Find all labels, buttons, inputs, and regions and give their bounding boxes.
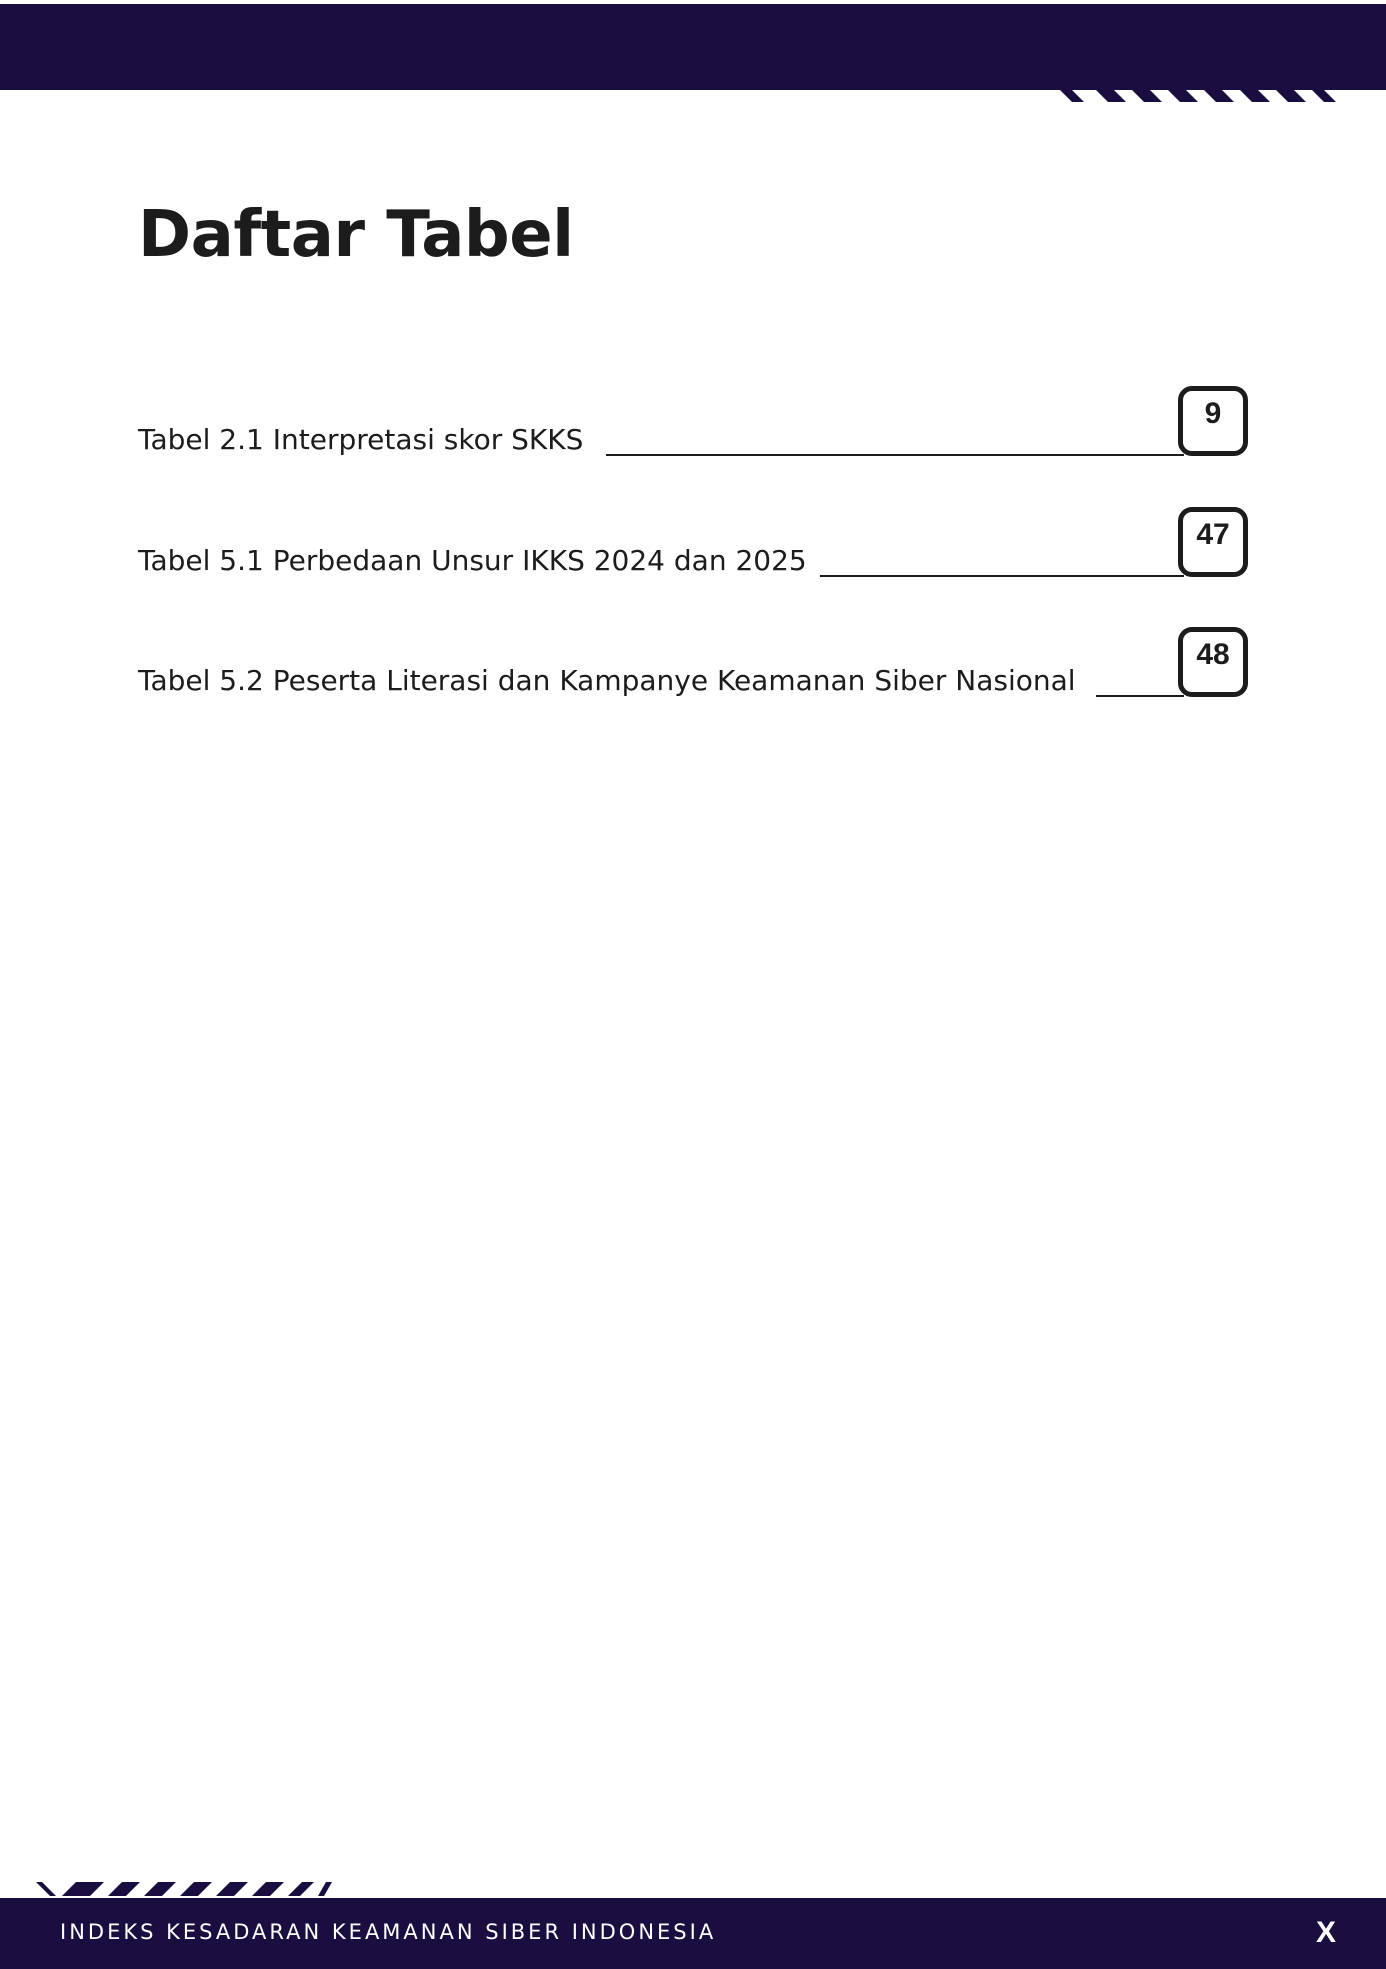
toc-leader-line — [606, 454, 1184, 456]
toc-entry-label: Tabel 2.1 Interpretasi skor SKKS — [138, 423, 584, 456]
toc-page-badge: 47 — [1178, 507, 1248, 577]
header-band — [0, 4, 1386, 90]
footer-title: INDEKS KESADARAN KEAMANAN SIBER INDONESIA — [60, 1920, 717, 1944]
page-title: Daftar Tabel — [138, 198, 574, 272]
toc-leader-line — [1096, 695, 1184, 697]
footer-page-number: X — [1315, 1916, 1336, 1949]
footer-band — [0, 1898, 1386, 1969]
header-stripes-decoration — [1058, 88, 1358, 102]
toc-page-badge: 9 — [1178, 386, 1248, 456]
toc-entry[interactable] — [138, 617, 1248, 697]
toc-entry[interactable] — [138, 497, 1248, 577]
toc-entry-label: Tabel 5.2 Peserta Literasi dan Kampanye Keamanan Siber Nasional — [138, 664, 1076, 697]
footer-stripes-decoration — [36, 1882, 336, 1896]
toc-entry[interactable] — [138, 376, 1248, 456]
toc-leader-line — [820, 575, 1184, 577]
toc-page-badge: 48 — [1178, 627, 1248, 697]
toc-entry-label: Tabel 5.1 Perbedaan Unsur IKKS 2024 dan 2025 — [138, 544, 807, 577]
